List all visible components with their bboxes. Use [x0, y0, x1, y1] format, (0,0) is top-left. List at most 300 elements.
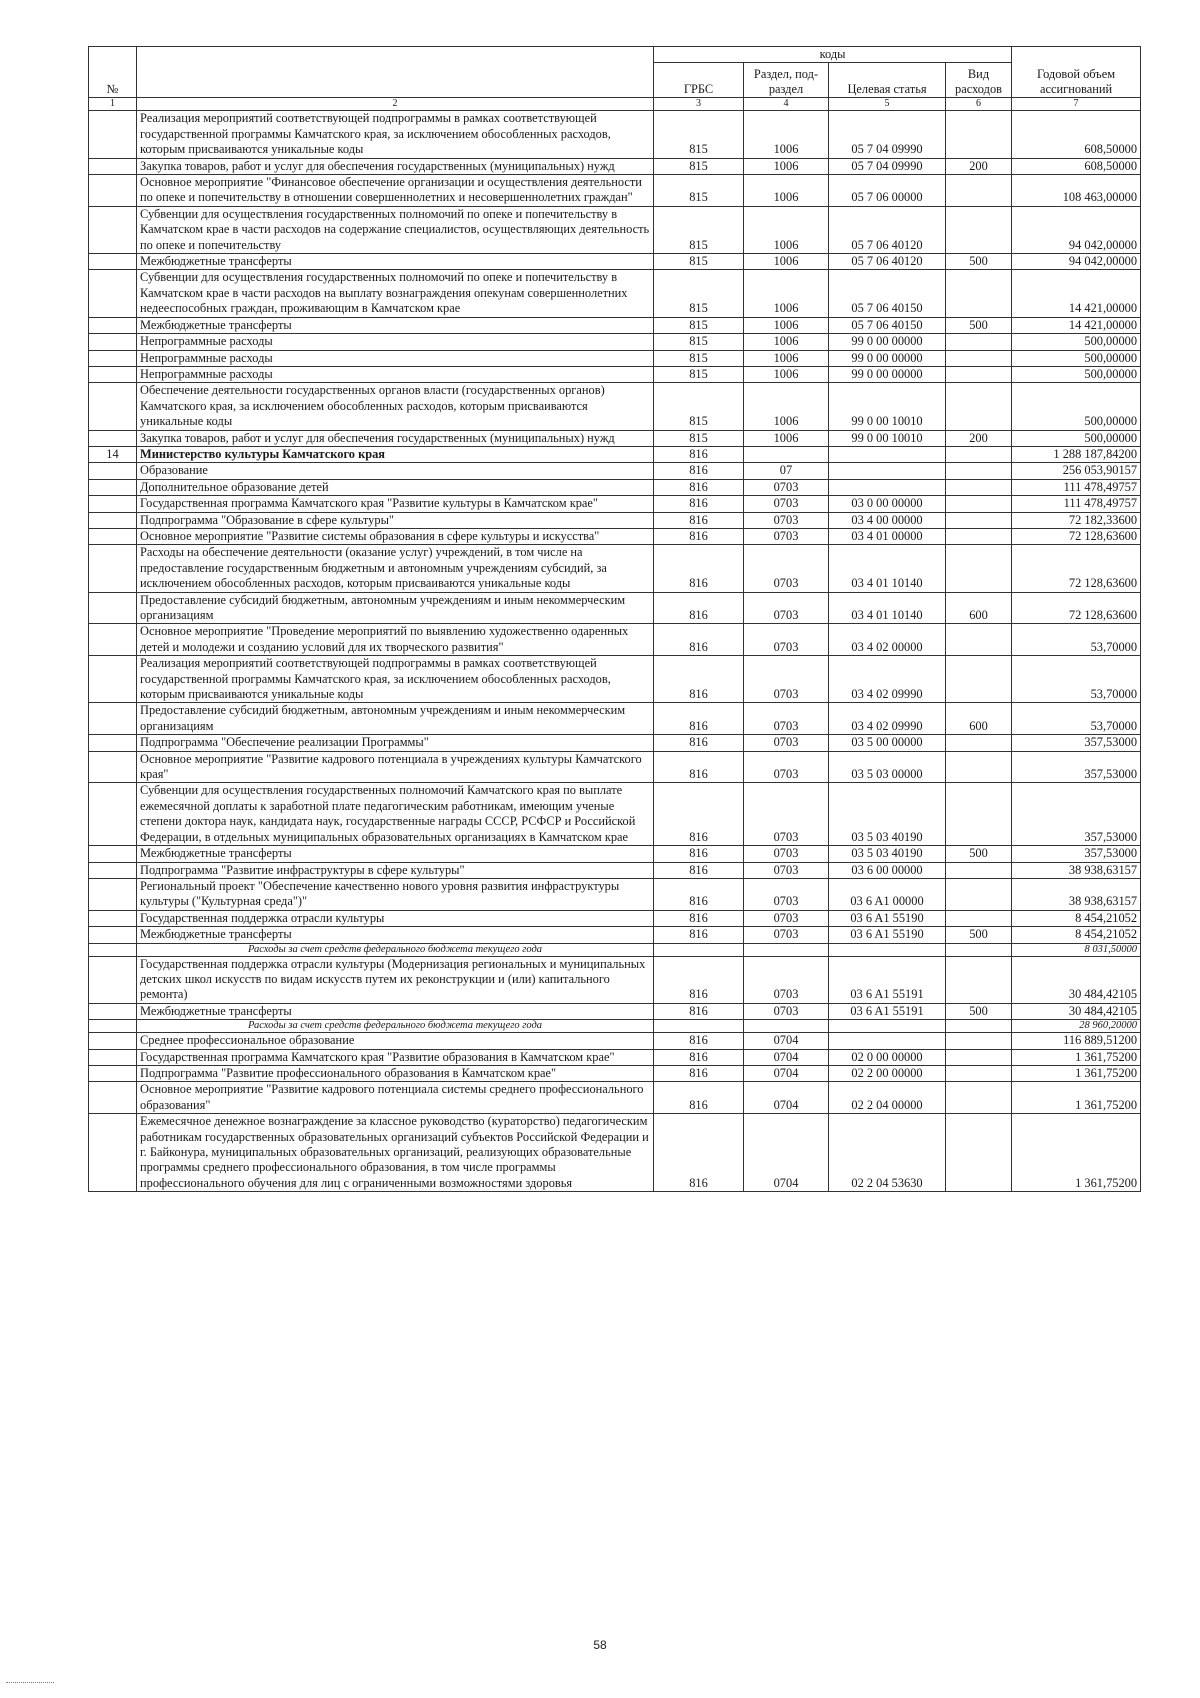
- target-code: 03 6 A1 55190: [829, 927, 946, 943]
- row-number: [89, 1082, 137, 1114]
- table-row: [89, 254, 1141, 270]
- target-code: 05 7 06 40120: [829, 254, 946, 270]
- row-number: [89, 254, 137, 270]
- row-number: [89, 592, 137, 624]
- expense-type-code: [946, 910, 1012, 926]
- table-row: [89, 1033, 1141, 1049]
- target-code: 02 2 04 53630: [829, 1114, 946, 1192]
- expense-name: Государственная поддержка отрасли культуры (Модернизация региональных и муниципальных детских школ искусств по видам искусств путем их реконструкции и (или) капитального ремонта): [137, 956, 654, 1003]
- grbs-code: 816: [654, 878, 744, 910]
- section-code: 0704: [744, 1065, 829, 1081]
- row-number: [89, 943, 137, 956]
- allocation-amount: 500,00000: [1012, 430, 1141, 446]
- expense-type-code: [946, 878, 1012, 910]
- grbs-code: 816: [654, 656, 744, 703]
- section-code: 0703: [744, 656, 829, 703]
- allocation-amount: 357,53000: [1012, 735, 1141, 751]
- expense-name: Непрограммные расходы: [137, 334, 654, 350]
- expense-name: Образование: [137, 463, 654, 479]
- expense-type-code: [946, 943, 1012, 956]
- table-body: [89, 111, 1141, 1192]
- row-number: [89, 1003, 137, 1019]
- target-code: 03 6 A1 55191: [829, 1003, 946, 1019]
- allocation-amount: 357,53000: [1012, 846, 1141, 862]
- grbs-code: 816: [654, 496, 744, 512]
- target-code: 03 4 01 00000: [829, 528, 946, 544]
- table-row: [89, 1082, 1141, 1114]
- section-code: 0703: [744, 545, 829, 592]
- expense-name: Реализация мероприятий соответствующей подпрограммы в рамках соответствующей государственной программы Камчатского края, за исключением обособленных расходов, которым присваиваются уникальные коды: [137, 111, 654, 158]
- table-row: [89, 703, 1141, 735]
- table-row: [89, 512, 1141, 528]
- expense-name: Межбюджетные трансферты: [137, 317, 654, 333]
- column-number: 3: [654, 98, 744, 111]
- table-row: [89, 1049, 1141, 1065]
- allocation-amount: 357,53000: [1012, 783, 1141, 846]
- grbs-code: 816: [654, 703, 744, 735]
- allocation-amount: 53,70000: [1012, 656, 1141, 703]
- row-number: [89, 910, 137, 926]
- row-number: [89, 1114, 137, 1192]
- grbs-code: 816: [654, 592, 744, 624]
- expense-name: Межбюджетные трансферты: [137, 1003, 654, 1019]
- expense-type-code: [946, 479, 1012, 495]
- grbs-code: 816: [654, 751, 744, 783]
- section-code: 0703: [744, 910, 829, 926]
- allocation-amount: 94 042,00000: [1012, 206, 1141, 253]
- target-code: 03 0 00 00000: [829, 496, 946, 512]
- table-row: [89, 446, 1141, 462]
- section-code: 1006: [744, 206, 829, 253]
- grbs-code: 816: [654, 1003, 744, 1019]
- expense-name: Закупка товаров, работ и услуг для обеспечения государственных (муниципальных) нужд: [137, 158, 654, 174]
- expense-name: Государственная поддержка отрасли культуры: [137, 910, 654, 926]
- expense-type-code: 200: [946, 158, 1012, 174]
- allocation-amount: 53,70000: [1012, 624, 1141, 656]
- grbs-code: 816: [654, 545, 744, 592]
- allocation-amount: 1 361,75200: [1012, 1065, 1141, 1081]
- target-code: 03 5 03 00000: [829, 751, 946, 783]
- table-row: [89, 751, 1141, 783]
- expense-type-code: [946, 624, 1012, 656]
- expense-type-code: [946, 1020, 1012, 1033]
- table-row: [89, 943, 1141, 956]
- table-row: [89, 1065, 1141, 1081]
- table-row: [89, 956, 1141, 1003]
- expense-type-code: 500: [946, 254, 1012, 270]
- row-number: [89, 528, 137, 544]
- target-code: 99 0 00 00000: [829, 366, 946, 382]
- target-code: 99 0 00 00000: [829, 334, 946, 350]
- table-row: [89, 334, 1141, 350]
- target-code: 05 7 06 00000: [829, 175, 946, 207]
- section-code: 1006: [744, 317, 829, 333]
- target-code: 05 7 06 40150: [829, 270, 946, 317]
- target-code: 05 7 04 09990: [829, 158, 946, 174]
- section-code: 0703: [744, 592, 829, 624]
- allocation-amount: 357,53000: [1012, 751, 1141, 783]
- expense-name: Предоставление субсидий бюджетным, автономным учреждениям и иным некоммерческим организациям: [137, 592, 654, 624]
- grbs-code: 815: [654, 317, 744, 333]
- table-row: [89, 910, 1141, 926]
- header-grbs: ГРБС: [654, 63, 744, 98]
- expense-name: Субвенции для осуществления государственных полномочий по опеке и попечительству в Камчатском крае в части расходов на выплату вознаграждения опекунам совершеннолетних недееспособных граждан, проживающим в Камчатском крае: [137, 270, 654, 317]
- target-code: 03 5 03 40190: [829, 846, 946, 862]
- section-code: 0703: [744, 624, 829, 656]
- allocation-amount: 108 463,00000: [1012, 175, 1141, 207]
- column-number: 2: [137, 98, 654, 111]
- expense-name: Субвенции для осуществления государственных полномочий Камчатского края по выплате ежемесячной доплаты к заработной плате педагогическим работникам, имеющим ученые степени доктора наук, кандидата наук, государственные награды СССР, РСФСР и Российской Федерации, в отдельных муниципальных образовательных организациях в Камчатском крае: [137, 783, 654, 846]
- section-code: 0704: [744, 1033, 829, 1049]
- target-code: 03 4 02 00000: [829, 624, 946, 656]
- allocation-amount: 72 182,33600: [1012, 512, 1141, 528]
- expense-name: Расходы на обеспечение деятельности (оказание услуг) учреждений, в том числе на предоставление государственным бюджетным и автономным учреждениям субсидий, за исключением обособленных расходов, которым присваиваются уникальные коды: [137, 545, 654, 592]
- allocation-amount: 30 484,42105: [1012, 956, 1141, 1003]
- allocation-amount: 53,70000: [1012, 703, 1141, 735]
- table-row: [89, 656, 1141, 703]
- row-number: [89, 956, 137, 1003]
- row-number: [89, 703, 137, 735]
- section-code: [744, 1020, 829, 1033]
- table-row: [89, 862, 1141, 878]
- expense-name: Основное мероприятие "Проведение мероприятий по выявлению художественно одаренных детей и молодежи и созданию условий для их творческого развития": [137, 624, 654, 656]
- section-code: 0703: [744, 1003, 829, 1019]
- grbs-code: 816: [654, 735, 744, 751]
- target-code: 99 0 00 10010: [829, 430, 946, 446]
- table-row: [89, 1020, 1141, 1033]
- allocation-amount: 116 889,51200: [1012, 1033, 1141, 1049]
- section-code: 1006: [744, 175, 829, 207]
- expense-name: Региональный проект "Обеспечение качественно нового уровня развития инфраструктуры культуры ("Культурная среда")": [137, 878, 654, 910]
- expense-name: Предоставление субсидий бюджетным, автономным учреждениям и иным некоммерческим организациям: [137, 703, 654, 735]
- allocation-amount: 38 938,63157: [1012, 878, 1141, 910]
- allocation-amount: 608,50000: [1012, 158, 1141, 174]
- expense-name: Подпрограмма "Развитие профессионального образования в Камчатском крае": [137, 1065, 654, 1081]
- target-code: [829, 1033, 946, 1049]
- expense-name: Государственная программа Камчатского края "Развитие образования в Камчатском крае": [137, 1049, 654, 1065]
- column-number: 4: [744, 98, 829, 111]
- table-row: [89, 783, 1141, 846]
- grbs-code: 815: [654, 254, 744, 270]
- target-code: 03 6 A1 00000: [829, 878, 946, 910]
- expense-type-code: [946, 334, 1012, 350]
- allocation-amount: 1 288 187,84200: [1012, 446, 1141, 462]
- row-number: 14: [89, 446, 137, 462]
- column-number: 1: [89, 98, 137, 111]
- grbs-code: 815: [654, 383, 744, 430]
- table-header: [89, 47, 1141, 111]
- expense-type-code: 200: [946, 430, 1012, 446]
- target-code: 05 7 04 09990: [829, 111, 946, 158]
- table-row: [89, 735, 1141, 751]
- expense-type-code: [946, 783, 1012, 846]
- grbs-code: 815: [654, 158, 744, 174]
- allocation-amount: 28 960,20000: [1012, 1020, 1141, 1033]
- allocation-amount: 8 454,21052: [1012, 927, 1141, 943]
- target-code: [829, 446, 946, 462]
- expense-type-code: [946, 270, 1012, 317]
- section-code: [744, 446, 829, 462]
- table-row: [89, 158, 1141, 174]
- section-code: 1006: [744, 383, 829, 430]
- expense-name: Среднее профессиональное образование: [137, 1033, 654, 1049]
- row-number: [89, 1065, 137, 1081]
- row-number: [89, 846, 137, 862]
- section-code: 0703: [744, 783, 829, 846]
- expense-type-code: [946, 111, 1012, 158]
- expense-name: Министерство культуры Камчатского края: [137, 446, 654, 462]
- allocation-amount: 500,00000: [1012, 334, 1141, 350]
- header-target: Целевая статья: [829, 63, 946, 98]
- target-code: 03 5 03 40190: [829, 783, 946, 846]
- allocation-amount: 14 421,00000: [1012, 270, 1141, 317]
- row-number: [89, 496, 137, 512]
- section-code: 1006: [744, 430, 829, 446]
- target-code: 03 4 01 10140: [829, 592, 946, 624]
- grbs-code: 816: [654, 927, 744, 943]
- table-row: [89, 624, 1141, 656]
- expense-name: Межбюджетные трансферты: [137, 254, 654, 270]
- footer-divider: [6, 1682, 54, 1683]
- expense-name: Ежемесячное денежное вознаграждение за классное руководство (кураторство) педагогическим работникам государственных образовательных организаций субъектов Российской Федерации и г. Байконура, муниципальных образовательных организаций, реализующих образовательные программы среднего профессионального образования, в том числе программы профессионального обучения для лиц с ограниченными возможностями здоровья: [137, 1114, 654, 1192]
- row-number: [89, 1049, 137, 1065]
- row-number: [89, 656, 137, 703]
- section-code: 1006: [744, 111, 829, 158]
- section-code: 0704: [744, 1114, 829, 1192]
- expense-name: Межбюджетные трансферты: [137, 927, 654, 943]
- row-number: [89, 862, 137, 878]
- grbs-code: 816: [654, 512, 744, 528]
- expense-name: Основное мероприятие "Финансовое обеспечение организации и осуществления деятельности по опеке и попечительству в отношении совершеннолетних и несовершеннолетних граждан": [137, 175, 654, 207]
- grbs-code: [654, 1020, 744, 1033]
- row-number: [89, 545, 137, 592]
- allocation-amount: 500,00000: [1012, 383, 1141, 430]
- expense-type-code: [946, 528, 1012, 544]
- expense-type-code: [946, 751, 1012, 783]
- section-code: 0704: [744, 1049, 829, 1065]
- grbs-code: 816: [654, 1082, 744, 1114]
- row-number: [89, 206, 137, 253]
- allocation-amount: 38 938,63157: [1012, 862, 1141, 878]
- expense-type-code: 500: [946, 317, 1012, 333]
- expense-type-code: [946, 366, 1012, 382]
- row-number: [89, 463, 137, 479]
- expense-name: Дополнительное образование детей: [137, 479, 654, 495]
- grbs-code: 816: [654, 783, 744, 846]
- target-code: 03 6 00 00000: [829, 862, 946, 878]
- table-row: [89, 430, 1141, 446]
- section-code: 0703: [744, 528, 829, 544]
- section-code: 0703: [744, 751, 829, 783]
- expense-type-code: [946, 463, 1012, 479]
- target-code: 03 5 00 00000: [829, 735, 946, 751]
- expense-type-code: 500: [946, 927, 1012, 943]
- grbs-code: 816: [654, 1033, 744, 1049]
- row-number: [89, 366, 137, 382]
- section-code: 1006: [744, 350, 829, 366]
- target-code: [829, 479, 946, 495]
- row-number: [89, 383, 137, 430]
- section-code: 0703: [744, 878, 829, 910]
- row-number: [89, 751, 137, 783]
- table-row: [89, 206, 1141, 253]
- target-code: 02 2 04 00000: [829, 1082, 946, 1114]
- expense-name: Субвенции для осуществления государственных полномочий по опеке и попечительству в Камчатском крае в части расходов на содержание специалистов, осуществляющих деятельность по опеке и попечительству: [137, 206, 654, 253]
- column-number: 7: [1012, 98, 1141, 111]
- expense-type-code: [946, 512, 1012, 528]
- column-number: 5: [829, 98, 946, 111]
- target-code: 03 4 02 09990: [829, 703, 946, 735]
- expense-type-code: [946, 545, 1012, 592]
- allocation-amount: 94 042,00000: [1012, 254, 1141, 270]
- grbs-code: 816: [654, 1065, 744, 1081]
- header-section: Раздел, под- раздел: [744, 63, 829, 98]
- allocation-amount: 14 421,00000: [1012, 317, 1141, 333]
- allocation-amount: 8 454,21052: [1012, 910, 1141, 926]
- section-code: 0704: [744, 1082, 829, 1114]
- expense-name: Непрограммные расходы: [137, 366, 654, 382]
- allocation-amount: 111 478,49757: [1012, 479, 1141, 495]
- grbs-code: 815: [654, 206, 744, 253]
- budget-sheet: [88, 46, 1140, 1192]
- row-number: [89, 158, 137, 174]
- row-number: [89, 624, 137, 656]
- grbs-code: 815: [654, 430, 744, 446]
- table-row: [89, 878, 1141, 910]
- section-code: 0703: [744, 735, 829, 751]
- expense-type-code: [946, 656, 1012, 703]
- grbs-code: 815: [654, 350, 744, 366]
- expense-type-code: [946, 956, 1012, 1003]
- row-number: [89, 878, 137, 910]
- allocation-amount: 72 128,63600: [1012, 592, 1141, 624]
- expense-type-code: [946, 350, 1012, 366]
- expense-type-code: [946, 206, 1012, 253]
- expense-name: Подпрограмма "Образование в сфере культуры": [137, 512, 654, 528]
- table-row: [89, 270, 1141, 317]
- allocation-amount: 72 128,63600: [1012, 545, 1141, 592]
- expense-type-code: [946, 446, 1012, 462]
- row-number: [89, 270, 137, 317]
- section-code: 0703: [744, 927, 829, 943]
- expense-type-code: [946, 1065, 1012, 1081]
- target-code: [829, 463, 946, 479]
- target-code: 03 4 02 09990: [829, 656, 946, 703]
- table-row: [89, 1114, 1141, 1192]
- target-code: 99 0 00 10010: [829, 383, 946, 430]
- section-code: 07: [744, 463, 829, 479]
- section-code: 1006: [744, 254, 829, 270]
- allocation-amount: 111 478,49757: [1012, 496, 1141, 512]
- target-code: 02 2 00 00000: [829, 1065, 946, 1081]
- allocation-amount: 256 053,90157: [1012, 463, 1141, 479]
- expense-name: Расходы за счет средств федерального бюджета текущего года: [137, 943, 654, 956]
- allocation-amount: 608,50000: [1012, 111, 1141, 158]
- section-code: 0703: [744, 479, 829, 495]
- table-row: [89, 366, 1141, 382]
- target-code: 99 0 00 00000: [829, 350, 946, 366]
- row-number: [89, 783, 137, 846]
- allocation-amount: 72 128,63600: [1012, 528, 1141, 544]
- expense-name: Основное мероприятие "Развитие кадрового потенциала системы среднего профессионального образования": [137, 1082, 654, 1114]
- grbs-code: 815: [654, 270, 744, 317]
- allocation-amount: 8 031,50000: [1012, 943, 1141, 956]
- grbs-code: 815: [654, 334, 744, 350]
- section-code: 0703: [744, 512, 829, 528]
- expense-type-code: [946, 1082, 1012, 1114]
- row-number: [89, 317, 137, 333]
- expense-type-code: [946, 735, 1012, 751]
- row-number: [89, 1020, 137, 1033]
- grbs-code: 816: [654, 862, 744, 878]
- expense-type-code: [946, 1049, 1012, 1065]
- expense-name: Расходы за счет средств федерального бюджета текущего года: [137, 1020, 654, 1033]
- section-code: [744, 943, 829, 956]
- table-row: [89, 317, 1141, 333]
- allocation-amount: 1 361,75200: [1012, 1114, 1141, 1192]
- row-number: [89, 175, 137, 207]
- expense-type-code: 600: [946, 592, 1012, 624]
- section-code: 1006: [744, 158, 829, 174]
- target-code: 05 7 06 40120: [829, 206, 946, 253]
- table-row: [89, 846, 1141, 862]
- grbs-code: 816: [654, 528, 744, 544]
- header-amount: Годовой объем ассигнований: [1012, 47, 1141, 98]
- column-number-row: [89, 98, 1141, 111]
- target-code: 03 6 A1 55191: [829, 956, 946, 1003]
- row-number: [89, 479, 137, 495]
- row-number: [89, 512, 137, 528]
- expense-type-code: [946, 862, 1012, 878]
- expense-name: Межбюджетные трансферты: [137, 846, 654, 862]
- allocation-amount: 500,00000: [1012, 366, 1141, 382]
- table-row: [89, 350, 1141, 366]
- column-number: 6: [946, 98, 1012, 111]
- section-code: 0703: [744, 956, 829, 1003]
- grbs-code: 816: [654, 624, 744, 656]
- expense-name: Реализация мероприятий соответствующей подпрограммы в рамках соответствующей государственной программы Камчатского края, за исключением обособленных расходов, которым присваиваются уникальные коды: [137, 656, 654, 703]
- table-row: [89, 592, 1141, 624]
- section-code: 0703: [744, 703, 829, 735]
- expense-type-code: [946, 383, 1012, 430]
- row-number: [89, 111, 137, 158]
- grbs-code: 816: [654, 956, 744, 1003]
- target-code: [829, 1020, 946, 1033]
- target-code: 03 6 A1 55190: [829, 910, 946, 926]
- table-row: [89, 927, 1141, 943]
- row-number: [89, 1033, 137, 1049]
- target-code: [829, 943, 946, 956]
- table-row: [89, 111, 1141, 158]
- table-row: [89, 479, 1141, 495]
- grbs-code: 816: [654, 1114, 744, 1192]
- target-code: 03 4 01 10140: [829, 545, 946, 592]
- expense-type-code: 600: [946, 703, 1012, 735]
- row-number: [89, 334, 137, 350]
- grbs-code: 816: [654, 463, 744, 479]
- allocation-amount: 500,00000: [1012, 350, 1141, 366]
- table-row: [89, 463, 1141, 479]
- table-row: [89, 496, 1141, 512]
- budget-table: [88, 46, 1141, 1192]
- header-codes: коды: [654, 47, 1012, 63]
- expense-name: Обеспечение деятельности государственных органов власти (государственных органов) Камчатского края, за исключением обособленных расходов, которым присваиваются уникальные коды: [137, 383, 654, 430]
- target-code: 02 0 00 00000: [829, 1049, 946, 1065]
- grbs-code: 815: [654, 366, 744, 382]
- expense-name: Подпрограмма "Развитие инфраструктуры в сфере культуры": [137, 862, 654, 878]
- grbs-code: 816: [654, 846, 744, 862]
- section-code: 1006: [744, 366, 829, 382]
